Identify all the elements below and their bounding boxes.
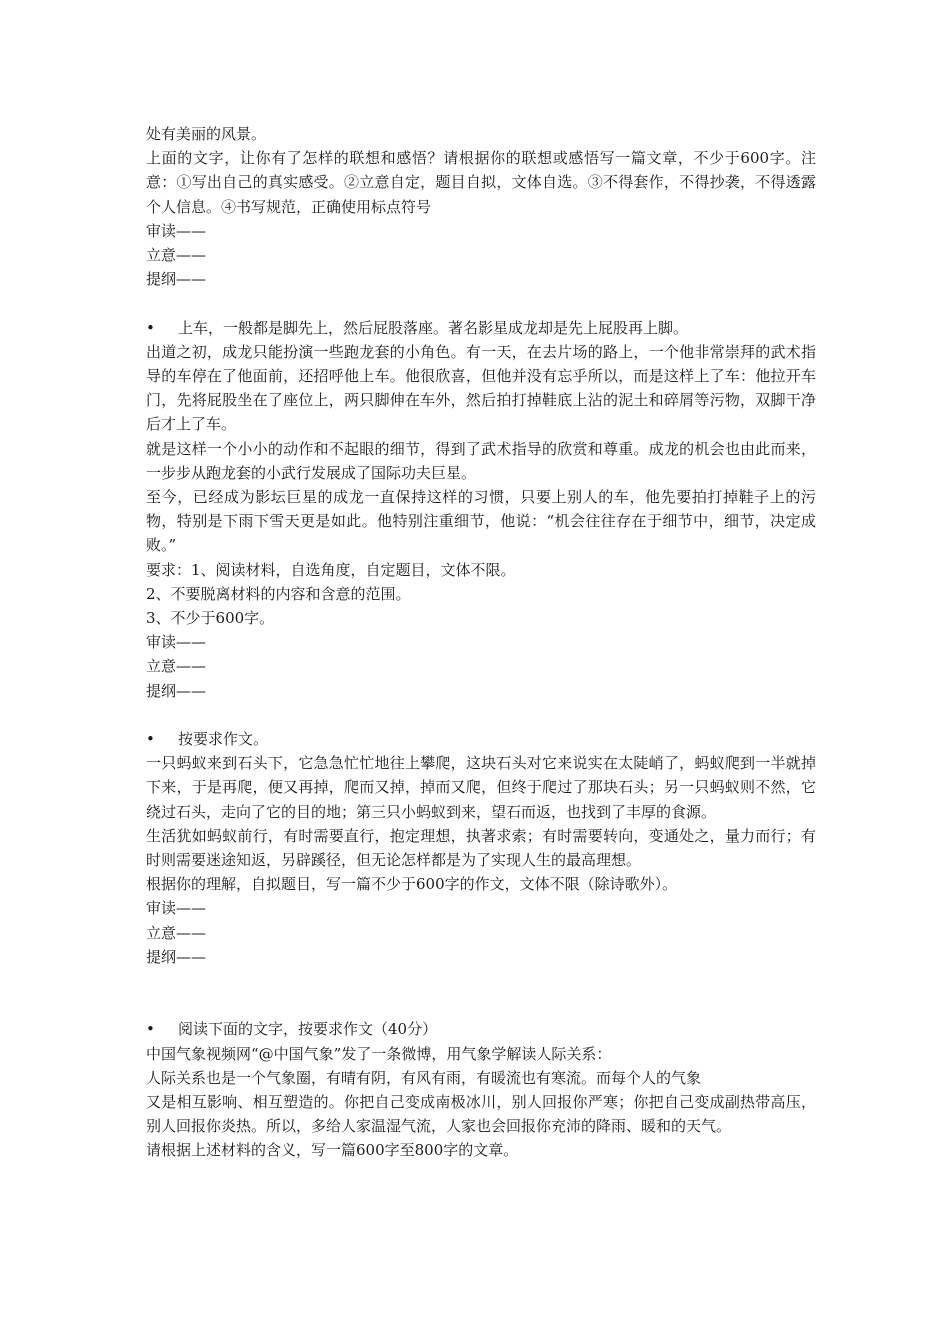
bullet-icon: •	[146, 1020, 155, 1039]
text-paragraph: 一只蚂蚁来到石头下，它急急忙忙地往上攀爬，这块石头对它来说实在太陡峭了，蚂蚁爬到一半就掉下来，于是再爬，便又再掉，爬而又掉，掉而又爬，但终于爬过了那块石头；另一只蚂蚁则不然，它绕过石头，走向了它的目的地；第三只小蚂蚁到来，望石而返，也找到了丰厚的食源。	[146, 754, 816, 821]
prompt-heading-text: 上车，一般都是脚先上，然后屁股落座。著名影星成龙却是先上屁股再上脚。	[178, 318, 689, 337]
text-paragraph: 出道之初，成龙只能扮演一些跑龙套的小角色。有一天，在去片场的路上，一个他非常崇拜的武术指导的车停在了他面前，还招呼他上车。他很欣喜，但他并没有忘乎所以，而是这样上了车：他拉开车门，先将屁股坐在了座位上，两只脚伸在车外，然后拍打掉鞋底上沾的泥土和碎屑等污物，双脚干净后才上了车。	[146, 342, 816, 434]
requirement-line: 请根据上述材料的含义，写一篇600字至800字的文章。	[146, 1141, 519, 1160]
text-paragraph: 生活犹如蚂蚁前行，有时需要直行，抱定理想，执著求索；有时需要转向，变通处之，量力而行；有时则需要迷途知返，另辟蹊径，但无论怎样都是为了实现人生的最高理想。	[146, 826, 816, 870]
requirement-line: 2、不要脱离材料的内容和含意的范围。	[146, 584, 411, 603]
outline-label: 提纲——	[146, 681, 207, 700]
text-paragraph: 至今，已经成为影坛巨星的成龙一直保持这样的习惯，只要上别人的车，他先要拍打掉鞋子上的污物，特别是下雨下雪天更是如此。他特别注重细节，他说：“机会往往存在于细节中，细节，决定成败。”	[146, 488, 816, 555]
prompt-heading	[146, 316, 816, 340]
bullet-icon: •	[146, 730, 155, 749]
idea-label: 立意——	[146, 246, 207, 265]
spacer	[146, 969, 816, 1017]
document-body	[146, 122, 816, 1163]
prompt-heading	[146, 727, 816, 751]
bullet-icon: •	[146, 318, 155, 337]
review-label: 审读——	[146, 221, 207, 240]
idea-label: 立意——	[146, 657, 207, 676]
outline-label: 提纲——	[146, 947, 207, 966]
text-paragraph: 上面的文字，让你有了怎样的联想和感悟？请根据你的联想或感悟写一篇文章，不少于600字。注意：①写出自己的真实感受。②立意自定，题目自拟，文体自选。③不得套作，不得抄袭，不得透露个人信息。④书写规范，正确使用标点符号	[146, 149, 816, 216]
text-paragraph: 根据你的理解，自拟题目，写一篇不少于600字的作文，文体不限（除诗歌外）。	[146, 875, 678, 894]
prompt-heading	[146, 1017, 816, 1041]
prompt-heading-text: 按要求作文。	[178, 730, 269, 749]
text-line: 处有美丽的风景。	[146, 125, 267, 143]
review-label: 审读——	[146, 633, 207, 652]
spacer	[146, 291, 816, 315]
spacer	[146, 703, 816, 727]
requirement-line: 要求：1、阅读材料，自选角度，自定题目，文体不限。	[146, 560, 516, 579]
review-label: 审读——	[146, 899, 207, 918]
text-paragraph: 就是这样一个小小的动作和不起眼的细节，得到了武术指导的欣赏和尊重。成龙的机会也由此而来，一步步从跑龙套的小武行发展成了国际功夫巨星。	[146, 439, 816, 482]
text-paragraph: 又是相互影响、相互塑造的。你把自己变成南极冰川，别人回报你严寒；你把自己变成副热带高压，别人回报你炎热。所以，多给人家温湿气流，人家也会回报你充沛的降雨、暖和的天气。	[146, 1093, 816, 1136]
text-line: 中国气象视频网“@中国气象”发了一条微博，用气象学解读人际关系：	[146, 1044, 612, 1063]
prompt-heading-text: 阅读下面的文字，按要求作文（40分）	[178, 1020, 438, 1039]
idea-label: 立意——	[146, 923, 207, 942]
text-line: 人际关系也是一个气象圈，有晴有阴，有风有雨，有暖流也有寒流。而每个人的气象	[146, 1068, 702, 1087]
requirement-line: 3、不少于600字。	[146, 609, 275, 628]
outline-label: 提纲——	[146, 270, 207, 289]
